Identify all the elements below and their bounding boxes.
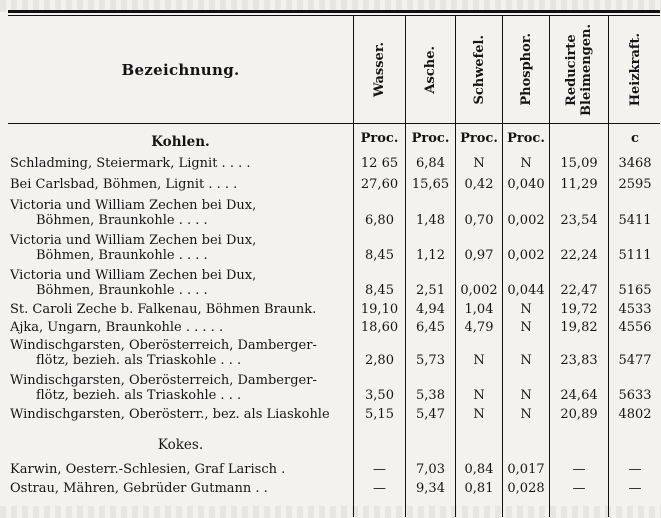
value-heizkraft: 4802: [618, 407, 652, 422]
row-description: [10, 268, 352, 298]
unit-cell: c: [631, 131, 639, 146]
value-phosphor: N: [520, 388, 532, 403]
value-heizkraft: 5165: [618, 283, 652, 298]
value-schwefel: N: [473, 156, 485, 171]
row-description: [10, 338, 352, 368]
value-asche: 15,65: [411, 177, 450, 192]
description-line: flötz, bezieh. als Triaskohle . . .: [36, 388, 242, 403]
row-description: [10, 373, 352, 403]
value-phosphor: N: [520, 353, 532, 368]
value-asche: 7,03: [416, 462, 445, 477]
description-line: flötz, bezieh. als Triaskohle . . .: [36, 353, 242, 368]
value-bleimengen: 23,83: [560, 353, 598, 368]
bleed-through-bottom: [0, 506, 661, 518]
value-wasser: 19,10: [360, 302, 399, 317]
value-bleimengen: 22,47: [560, 283, 598, 298]
header-label: Heizkraft.: [627, 32, 643, 107]
column-header-asche: [406, 16, 455, 123]
unit-cell: Proc.: [507, 131, 545, 146]
value-schwefel: 1,04: [464, 302, 494, 317]
value-bleimengen: 19,72: [560, 302, 598, 317]
value-wasser: 6,80: [365, 213, 394, 228]
value-asche: 6,84: [416, 156, 445, 171]
value-asche: 5,73: [416, 353, 445, 368]
description-line: Windischgarsten, Oberösterreich, Damberger-: [10, 373, 317, 388]
value-heizkraft: 5477: [618, 353, 652, 368]
value-heizkraft: 5111: [618, 248, 652, 263]
value-phosphor: 0,040: [507, 177, 545, 192]
value-phosphor: 0,044: [507, 283, 545, 298]
description-line: Böhmen, Braunkohle . . . .: [36, 248, 208, 263]
header-label: Wasser.: [372, 42, 387, 97]
value-bleimengen: 11,29: [560, 177, 598, 192]
description-line: St. Caroli Zeche b. Falkenau, Böhmen Braunk.: [10, 302, 317, 317]
value-wasser: —: [373, 462, 386, 477]
value-wasser: 8,45: [365, 248, 394, 263]
row-description: [10, 233, 352, 263]
value-phosphor: 0,017: [507, 462, 545, 477]
value-heizkraft: 4533: [618, 302, 652, 317]
top-double-rule-thick: [8, 10, 660, 13]
column-header-bezeichnung: Bezeichnung.: [121, 60, 240, 79]
unit-cell: Proc.: [460, 131, 498, 146]
value-schwefel: N: [473, 388, 485, 403]
value-bleimengen: —: [572, 462, 586, 477]
value-schwefel: 0,81: [464, 481, 494, 496]
section-title-kohlen: Kohlen.: [151, 134, 210, 150]
description-line: Bei Carlsbad, Böhmen, Lignit . . . .: [10, 177, 238, 192]
description-line: Böhmen, Braunkohle . . . .: [36, 283, 208, 298]
value-phosphor: N: [520, 156, 532, 171]
value-heizkraft: —: [628, 462, 642, 477]
value-schwefel: 0,84: [464, 462, 494, 477]
column-header-schwefel: [456, 16, 502, 123]
header-label: Phosphor.: [518, 33, 534, 106]
value-asche: 9,34: [416, 481, 445, 496]
value-bleimengen: 24,64: [560, 388, 598, 403]
row-description: [10, 198, 352, 228]
value-wasser: 2,80: [365, 353, 394, 368]
column-header-wasser: [354, 16, 405, 123]
row-description: [10, 177, 352, 192]
value-heizkraft: 5411: [618, 213, 652, 228]
value-heizkraft: 4556: [618, 320, 652, 335]
row-description: [10, 481, 352, 496]
value-heizkraft: —: [628, 481, 642, 496]
description-line: Victoria und William Zechen bei Dux,: [10, 198, 257, 213]
value-phosphor: N: [520, 407, 532, 422]
header-rule: [8, 123, 660, 124]
value-asche: 4,94: [416, 302, 445, 317]
value-asche: 1,12: [416, 248, 445, 263]
value-heizkraft: 2595: [618, 177, 652, 192]
row-description: [10, 462, 352, 477]
value-bleimengen: 19,82: [560, 320, 598, 335]
value-phosphor: 0,002: [507, 248, 545, 263]
description-line: Karwin, Oesterr.-Schlesien, Graf Larisch .: [10, 462, 286, 477]
row-description: [10, 302, 352, 317]
description-line: Böhmen, Braunkohle . . . .: [36, 213, 208, 228]
value-bleimengen: 15,09: [560, 156, 598, 171]
value-asche: 5,47: [416, 407, 445, 422]
header-label: Asche.: [423, 45, 438, 94]
description-line: Schladming, Steiermark, Lignit . . . .: [10, 156, 251, 171]
value-phosphor: N: [520, 302, 532, 317]
value-wasser: 5,15: [365, 407, 394, 422]
value-phosphor: 0,028: [507, 481, 545, 496]
header-label: Schwefel.: [471, 34, 487, 105]
value-bleimengen: 23,54: [560, 213, 598, 228]
value-wasser: 8,45: [365, 283, 394, 298]
row-description: [10, 156, 352, 171]
column-header-heizkraft: [609, 16, 661, 123]
value-phosphor: N: [520, 320, 532, 335]
value-schwefel: 0,002: [460, 283, 498, 298]
value-wasser: 12 65: [360, 156, 399, 171]
value-schwefel: N: [473, 353, 485, 368]
value-schwefel: 4,79: [464, 320, 494, 335]
value-bleimengen: 22,24: [560, 248, 598, 263]
value-schwefel: N: [473, 407, 485, 422]
row-description: [10, 407, 352, 422]
value-schwefel: 0,70: [464, 213, 494, 228]
description-line: Windischgarsten, Oberösterreich, Damberger-: [10, 338, 317, 353]
value-heizkraft: 3468: [618, 156, 652, 171]
column-header-phosphor: [503, 16, 549, 123]
value-schwefel: 0,42: [464, 177, 494, 192]
unit-cell: Proc.: [360, 131, 399, 146]
value-wasser: 3,50: [365, 388, 394, 403]
value-wasser: 27,60: [360, 177, 399, 192]
value-asche: 1,48: [416, 213, 445, 228]
description-line: Windischgarsten, Oberösterr., bez. als Liaskohle: [10, 407, 330, 422]
value-wasser: —: [373, 481, 386, 496]
unit-cell: Proc.: [411, 131, 450, 146]
description-line: Victoria und William Zechen bei Dux,: [10, 233, 257, 248]
value-asche: 2,51: [416, 283, 445, 298]
value-asche: 6,45: [416, 320, 445, 335]
description-line: Victoria und William Zechen bei Dux,: [10, 268, 257, 283]
header-label: Reducirte Bleimengen.: [564, 23, 594, 116]
row-description: [10, 320, 352, 335]
value-phosphor: 0,002: [507, 213, 545, 228]
value-schwefel: 0,97: [464, 248, 494, 263]
value-wasser: 18,60: [360, 320, 399, 335]
value-asche: 5,38: [416, 388, 445, 403]
value-bleimengen: —: [572, 481, 586, 496]
description-line: Ajka, Ungarn, Braunkohle . . . . .: [10, 320, 224, 335]
value-heizkraft: 5633: [618, 388, 652, 403]
value-bleimengen: 20,89: [560, 407, 598, 422]
description-line: Ostrau, Mähren, Gebrüder Gutmann . .: [10, 481, 268, 496]
section-title-kokes: Kokes.: [157, 437, 204, 453]
column-header-bleimengen: [550, 16, 608, 123]
